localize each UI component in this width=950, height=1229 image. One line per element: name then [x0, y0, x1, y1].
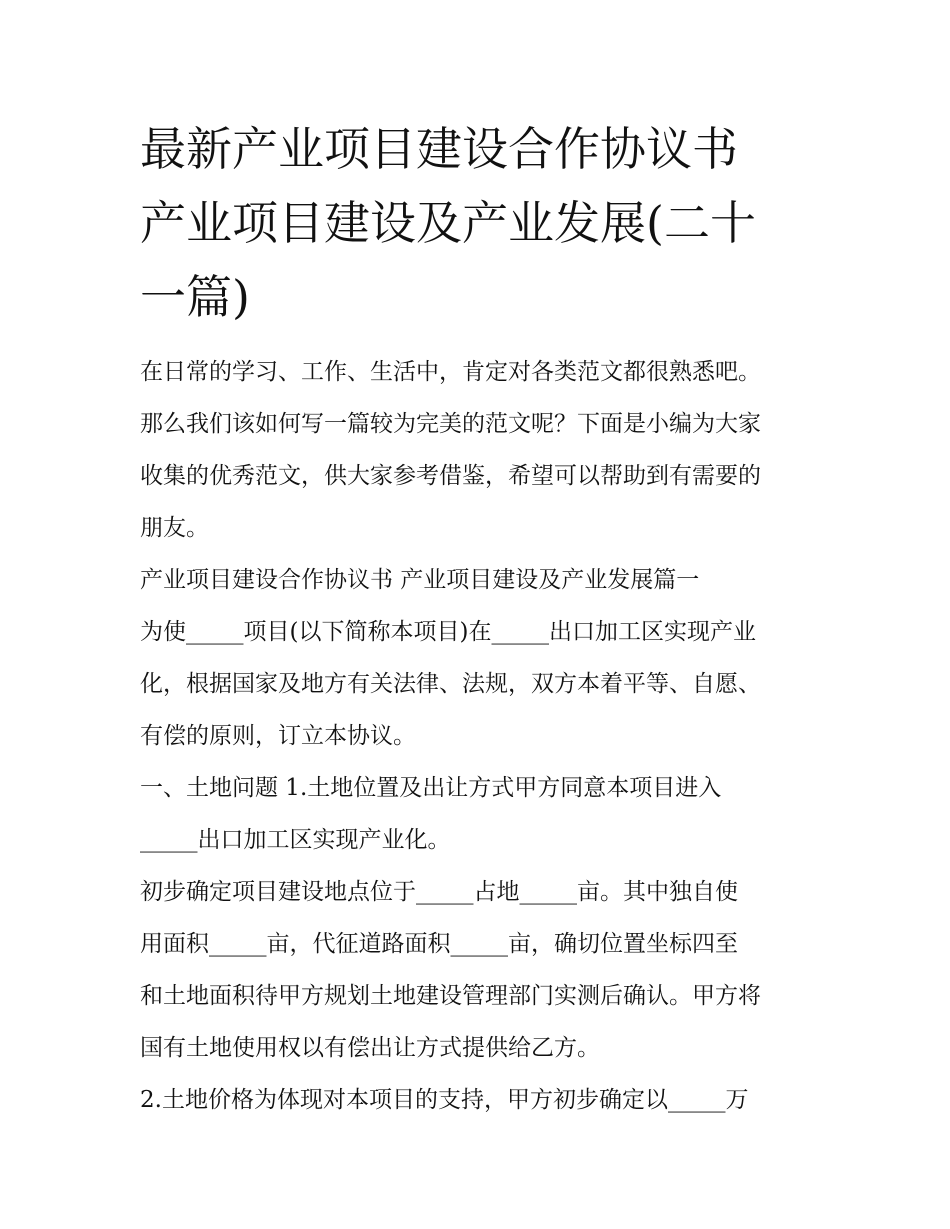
body-line: _____出口加工区实现产业化。	[140, 827, 451, 853]
body-line: 和土地面积待甲方规划土地建设管理部门实测后确认。甲方将	[140, 983, 761, 1009]
document-body	[140, 346, 820, 1126]
body-line: 国有土地使用权以有偿出让方式提供给乙方。	[140, 1035, 600, 1061]
body-line: 化，根据国家及地方有关法律、法规，双方本着平等、自愿、	[140, 671, 761, 697]
body-line: 朋友。	[140, 515, 209, 541]
title-line: 最新产业项目建设合作协议书	[140, 122, 738, 176]
body-line: 2.土地价格为体现对本项目的支持，甲方初步确定以_____万	[140, 1087, 749, 1113]
body-line: 在日常的学习、工作、生活中，肯定对各类范文都很熟悉吧。	[140, 359, 761, 385]
document-page	[140, 112, 820, 1126]
title-line: 一篇)	[140, 270, 250, 324]
body-line: 那么我们该如何写一篇较为完美的范文呢？下面是小编为大家	[140, 411, 761, 437]
body-line: 初步确定项目建设地点位于_____占地_____亩。其中独自使	[140, 879, 738, 905]
body-line: 一、土地问题 1.土地位置及出让方式甲方同意本项目进入	[140, 775, 722, 801]
body-line: 用面积_____亩，代征道路面积_____亩，确切位置坐标四至	[140, 931, 738, 957]
body-line: 为使_____项目(以下简称本项目)在_____出口加工区实现产业	[140, 619, 756, 645]
body-line: 收集的优秀范文，供大家参考借鉴，希望可以帮助到有需要的	[140, 463, 761, 489]
title-line: 产业项目建设及产业发展(二十	[140, 196, 756, 250]
section-heading: 产业项目建设合作协议书 产业项目建设及产业发展篇一	[140, 567, 700, 593]
body-line: 有偿的原则，订立本协议。	[140, 723, 416, 749]
document-title	[140, 112, 820, 334]
